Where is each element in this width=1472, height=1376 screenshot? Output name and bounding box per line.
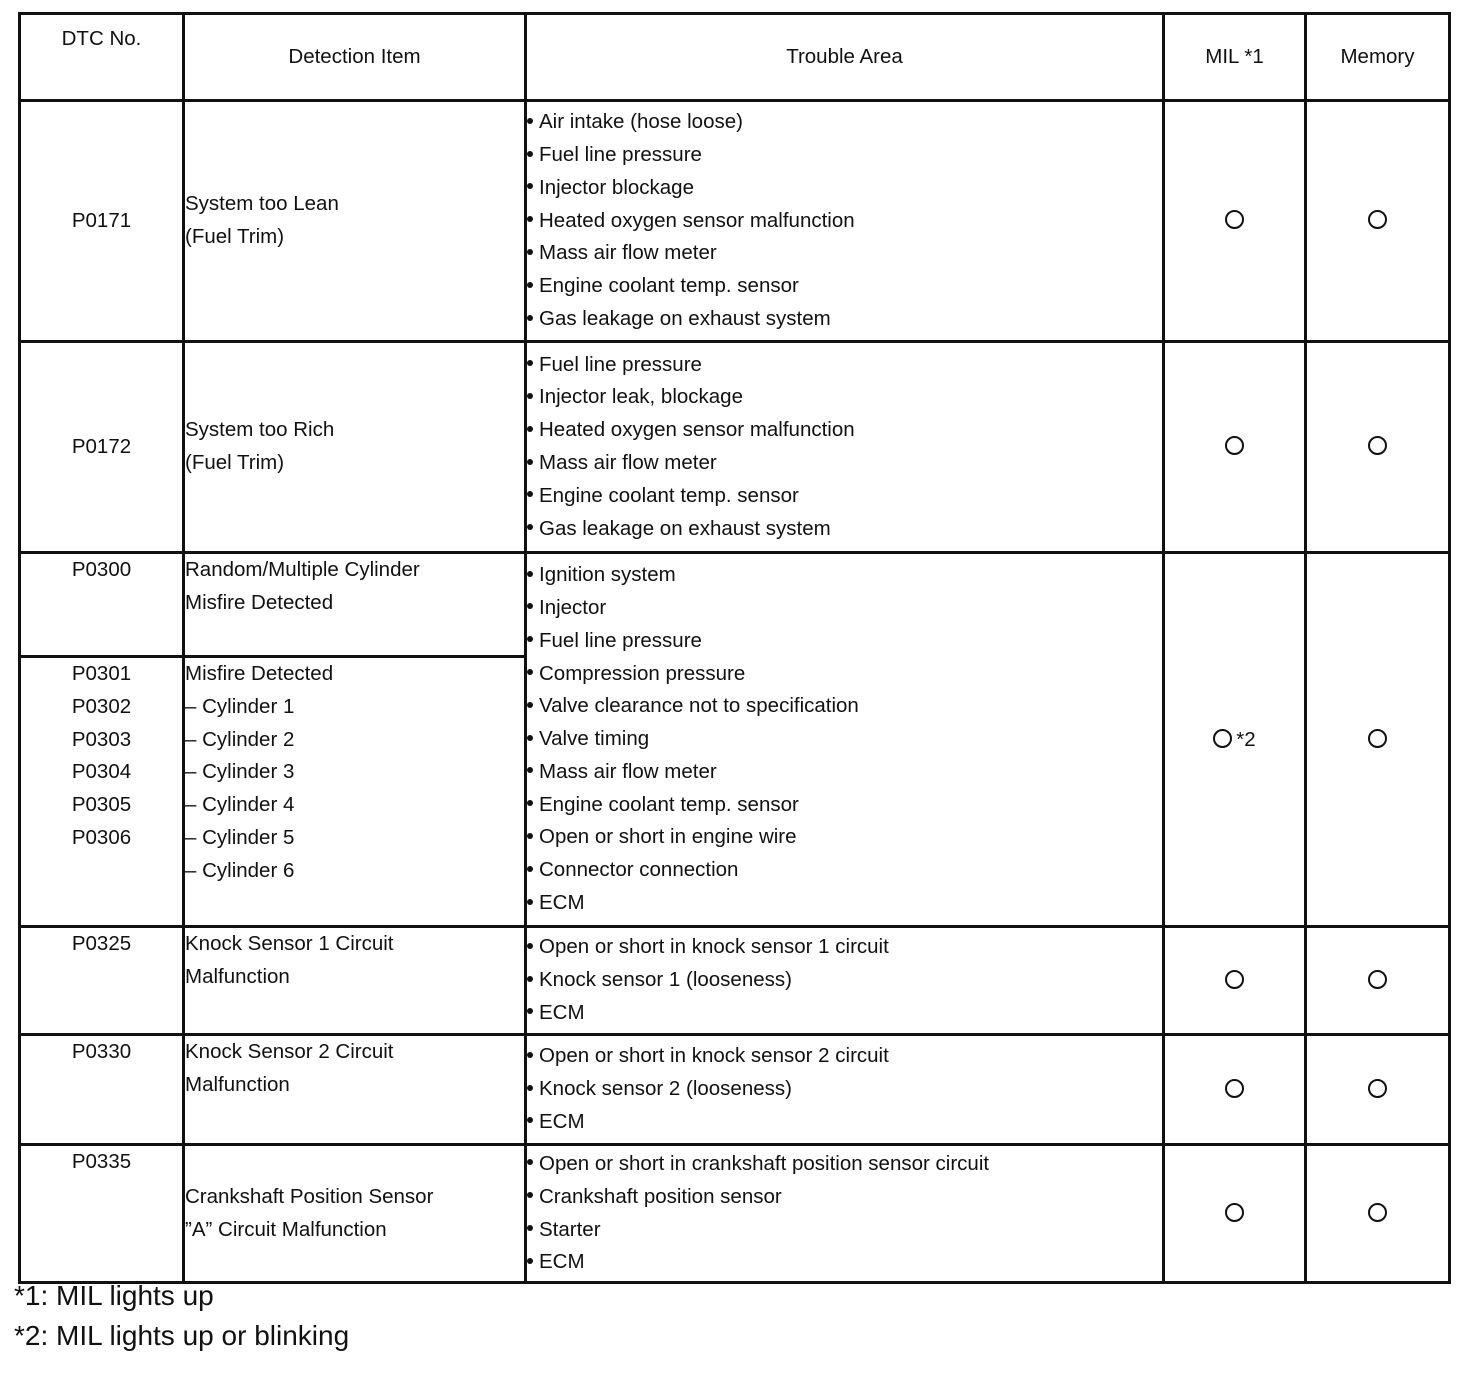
trouble-area-text: Fuel line pressure (539, 352, 702, 376)
trouble-area-text: Heated oxygen sensor malfunction (539, 208, 855, 232)
bullet-icon (527, 249, 533, 255)
dtc-code: P0301 (71, 662, 132, 685)
table-row (20, 553, 1450, 657)
trouble-area-text: Fuel line pressure (539, 143, 702, 166)
detection-item-line: Malfunction (185, 1072, 290, 1096)
detection-item-line: Knock Sensor 1 Circuit (185, 932, 394, 955)
trouble-area-item (527, 447, 1162, 480)
table-row (20, 1035, 1450, 1145)
detection-item-line: Misfire Detected (185, 662, 334, 685)
trouble-area-text: Gas leakage on exhaust system (539, 516, 831, 540)
bullet-icon (527, 118, 533, 124)
bullet-icon (527, 943, 533, 949)
circle-icon (1225, 970, 1244, 989)
trouble-area-text: Injector blockage (539, 175, 694, 199)
trouble-area-text: Connector connection (539, 858, 739, 882)
trouble-area-item (527, 1106, 1162, 1139)
trouble-area-item (527, 723, 1162, 756)
circle-icon (1368, 729, 1387, 748)
dtc-code-cell (20, 101, 184, 342)
header-memory: Memory (1306, 14, 1450, 101)
trouble-area-item (527, 106, 1162, 139)
dtc-code: P0172 (71, 434, 132, 458)
detection-item-cell (184, 342, 526, 553)
trouble-area-item (527, 789, 1162, 822)
bullet-icon (527, 800, 533, 806)
dtc-code: P0330 (71, 1040, 132, 1063)
bullet-icon (527, 216, 533, 222)
detection-item-line: – Cylinder 5 (185, 825, 295, 849)
detection-item-cell (184, 553, 526, 657)
bullet-icon (527, 1052, 533, 1058)
trouble-area-text: Crankshaft position sensor (539, 1184, 782, 1208)
mil-cell (1164, 342, 1306, 553)
circle-icon (1225, 1079, 1244, 1098)
trouble-area-cell (526, 1145, 1164, 1283)
circle-icon (1368, 970, 1387, 989)
trouble-area-item (527, 821, 1162, 854)
footnotes (14, 1276, 349, 1356)
trouble-area-text: Mass air flow meter (539, 451, 717, 474)
trouble-area-item (527, 414, 1162, 447)
memory-cell (1306, 342, 1450, 553)
detection-item-cell (184, 927, 526, 1035)
memory-cell (1306, 1145, 1450, 1283)
trouble-area-item (527, 139, 1162, 172)
trouble-area-item (527, 270, 1162, 303)
trouble-area-item (527, 931, 1162, 964)
trouble-area-text: Compression pressure (539, 661, 746, 685)
table-row (20, 927, 1450, 1035)
mil-cell (1164, 1145, 1306, 1283)
dtc-code-cell (20, 553, 184, 657)
mil-cell (1164, 101, 1306, 342)
trouble-area-item (527, 1214, 1162, 1247)
dtc-code: P0306 (71, 825, 132, 849)
bullet-icon (527, 1085, 533, 1091)
bullet-icon (527, 426, 533, 432)
trouble-area-text: Valve clearance not to specification (539, 694, 859, 718)
bullet-icon (527, 315, 533, 321)
memory-cell (1306, 553, 1450, 927)
bullet-icon (527, 360, 533, 366)
bullet-icon (527, 767, 533, 773)
trouble-area-text: Engine coolant temp. sensor (539, 792, 799, 816)
trouble-area-cell (526, 101, 1164, 342)
trouble-area-item (527, 513, 1162, 546)
dtc-code-cell (20, 1035, 184, 1145)
detection-item-line: System too Rich (185, 418, 335, 442)
dtc-code: P0303 (71, 727, 132, 751)
trouble-area-cell (526, 927, 1164, 1035)
table-row (20, 101, 1450, 342)
detection-item-line: – Cylinder 2 (185, 727, 295, 751)
bullet-icon (527, 735, 533, 741)
detection-item-line: (Fuel Trim) (185, 225, 285, 248)
dtc-code: P0302 (71, 694, 132, 718)
detection-item-line: Misfire Detected (185, 590, 334, 614)
detection-item-line: – Cylinder 6 (185, 858, 295, 882)
trouble-area-item (527, 1246, 1162, 1279)
bullet-icon (527, 603, 533, 609)
dtc-code: P0300 (71, 558, 132, 581)
trouble-area-item (527, 658, 1162, 691)
bullet-icon (527, 833, 533, 839)
trouble-area-item (527, 756, 1162, 789)
detection-item-line: Knock Sensor 2 Circuit (185, 1040, 394, 1063)
bullet-icon (527, 183, 533, 189)
dtc-code: P0171 (71, 208, 132, 232)
bullet-icon (527, 1159, 533, 1165)
bullet-icon (527, 1192, 533, 1198)
trouble-area-text: Mass air flow meter (539, 241, 717, 265)
detection-item-cell (184, 657, 526, 927)
trouble-area-text: Open or short in knock sensor 1 circuit (539, 935, 889, 959)
trouble-area-text: Mass air flow meter (539, 759, 717, 783)
detection-item-cell (184, 1145, 526, 1283)
trouble-area-cell (526, 553, 1164, 927)
mil-footnote-ref: *2 (1236, 727, 1256, 751)
circle-icon (1368, 1079, 1387, 1098)
trouble-area-item (527, 381, 1162, 414)
mil-cell (1164, 927, 1306, 1035)
bullet-icon (527, 1225, 533, 1231)
header-trouble-area: Trouble Area (526, 14, 1164, 101)
dtc-code-cell (20, 1145, 184, 1283)
header-dtc-no: DTC No. (20, 14, 184, 101)
trouble-area-text: ECM (539, 1250, 585, 1274)
trouble-area-cell (526, 342, 1164, 553)
bullet-icon (527, 976, 533, 982)
bullet-icon (527, 1117, 533, 1123)
circle-icon (1368, 436, 1387, 455)
bullet-icon (527, 1258, 533, 1264)
trouble-area-text: Heated oxygen sensor malfunction (539, 418, 855, 442)
header-mil: MIL *1 (1164, 14, 1306, 101)
trouble-area-item (527, 172, 1162, 205)
trouble-area-text: Open or short in engine wire (539, 825, 797, 849)
bullet-icon (527, 524, 533, 530)
trouble-area-item (527, 854, 1162, 887)
dtc-code-cell (20, 657, 184, 927)
trouble-area-item (527, 237, 1162, 270)
footnote-1: *1: MIL lights up (14, 1280, 214, 1311)
trouble-area-text: Knock sensor 2 (looseness) (539, 1077, 792, 1101)
bullet-icon (527, 669, 533, 675)
dtc-code: P0325 (71, 932, 132, 955)
trouble-area-item (527, 559, 1162, 592)
dtc-code: P0304 (71, 760, 132, 784)
memory-cell (1306, 927, 1450, 1035)
detection-item-cell (184, 101, 526, 342)
detection-item-line: Malfunction (185, 964, 290, 988)
bullet-icon (527, 282, 533, 288)
memory-cell (1306, 1035, 1450, 1145)
trouble-area-item (527, 887, 1162, 920)
trouble-area-item (527, 1040, 1162, 1073)
trouble-area-text: Valve timing (539, 727, 650, 751)
detection-item-line: System too Lean (185, 192, 339, 216)
detection-item-line: – Cylinder 3 (185, 760, 295, 784)
trouble-area-cell (526, 1035, 1164, 1145)
trouble-area-text: Engine coolant temp. sensor (539, 483, 799, 507)
detection-item-line: Crankshaft Position Sensor (185, 1184, 434, 1208)
table-row (20, 342, 1450, 553)
circle-icon (1225, 1203, 1244, 1222)
mil-cell (1164, 1035, 1306, 1145)
trouble-area-text: Engine coolant temp. sensor (539, 274, 799, 298)
trouble-area-text: Open or short in knock sensor 2 circuit (539, 1044, 889, 1068)
bullet-icon (527, 151, 533, 157)
dtc-code-cell (20, 927, 184, 1035)
trouble-area-item (527, 205, 1162, 238)
trouble-area-item (527, 1181, 1162, 1214)
memory-cell (1306, 101, 1450, 342)
footnote-2: *2: MIL lights up or blinking (14, 1320, 350, 1351)
trouble-area-item (527, 592, 1162, 625)
trouble-area-text: Gas leakage on exhaust system (539, 306, 831, 330)
table-row (20, 1145, 1450, 1283)
detection-item-line: ”A” Circuit Malfunction (185, 1217, 387, 1241)
trouble-area-item (527, 303, 1162, 336)
trouble-area-text: ECM (539, 1000, 585, 1024)
bullet-icon (527, 491, 533, 497)
detection-item-line: (Fuel Trim) (185, 451, 285, 474)
bullet-icon (527, 702, 533, 708)
dtc-code: P0335 (71, 1150, 132, 1173)
trouble-area-text: Injector leak, blockage (539, 385, 743, 409)
trouble-area-text: Air intake (hose loose) (539, 110, 743, 134)
header-detection-item: Detection Item (184, 14, 526, 101)
dtc-code: P0305 (71, 793, 132, 817)
header-row (20, 14, 1450, 101)
mil-cell (1164, 553, 1306, 927)
bullet-icon (527, 1008, 533, 1014)
circle-icon (1225, 210, 1244, 229)
trouble-area-text: Fuel line pressure (539, 628, 702, 652)
bullet-icon (527, 866, 533, 872)
trouble-area-text: Injector (539, 595, 607, 619)
dtc-code-cell (20, 342, 184, 553)
circle-icon (1368, 1203, 1387, 1222)
detection-item-line: Random/Multiple Cylinder (185, 558, 420, 581)
trouble-area-text: Knock sensor 1 (looseness) (539, 968, 792, 992)
trouble-area-text: Ignition system (539, 563, 676, 587)
trouble-area-text: Starter (539, 1217, 601, 1241)
trouble-area-text: Open or short in crankshaft position sensor circuit (539, 1151, 990, 1175)
bullet-icon (527, 899, 533, 905)
bullet-icon (527, 393, 533, 399)
detection-item-line: – Cylinder 4 (185, 793, 295, 817)
circle-icon (1225, 436, 1244, 455)
trouble-area-item (527, 964, 1162, 997)
detection-item-line: – Cylinder 1 (185, 694, 295, 718)
trouble-area-text: ECM (539, 891, 585, 915)
trouble-area-item (527, 997, 1162, 1030)
trouble-area-item (527, 1073, 1162, 1106)
circle-icon (1368, 210, 1387, 229)
detection-item-cell (184, 1035, 526, 1145)
trouble-area-item (527, 690, 1162, 723)
trouble-area-item (527, 480, 1162, 513)
trouble-area-item (527, 349, 1162, 382)
bullet-icon (527, 459, 533, 465)
bullet-icon (527, 571, 533, 577)
bullet-icon (527, 636, 533, 642)
trouble-area-text: ECM (539, 1109, 585, 1133)
circle-icon (1213, 729, 1232, 748)
trouble-area-item (527, 625, 1162, 658)
dtc-table (18, 12, 1451, 1284)
trouble-area-item (527, 1148, 1162, 1181)
